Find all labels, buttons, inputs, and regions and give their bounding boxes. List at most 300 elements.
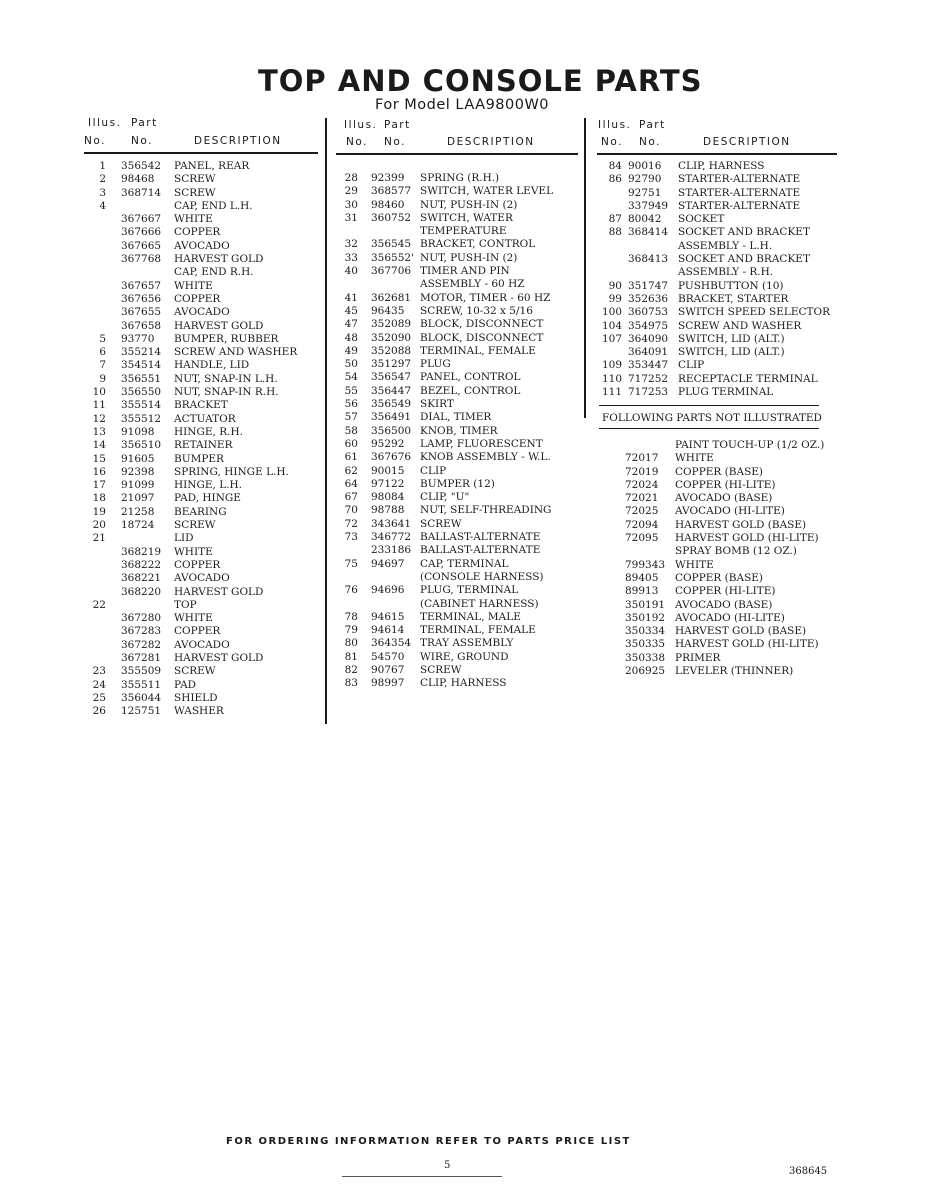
illus-number: 111 — [601, 386, 622, 399]
part-number: 350338 — [625, 651, 666, 664]
part-description: CAP, TERMINAL — [420, 557, 509, 570]
part-number: 90767 — [371, 663, 405, 676]
part-number: 80042 — [628, 213, 662, 226]
part-description: NUT, SNAP-IN R.H. — [174, 386, 279, 399]
part-number: 94697 — [371, 557, 405, 570]
part-description: TERMINAL, FEMALE — [420, 344, 536, 357]
part-description: (CABINET HARNESS) — [420, 597, 539, 610]
parts-row — [340, 199, 580, 212]
part-description: AVOCADO (BASE) — [675, 492, 773, 505]
col2-partno-header: No. — [384, 136, 406, 148]
illus-number: 61 — [344, 451, 358, 464]
part-description: HARVEST GOLD — [174, 319, 264, 332]
part-description: COPPER (BASE) — [675, 571, 764, 584]
part-number: 368220 — [121, 585, 162, 598]
part-description: NUT, PUSH-IN (2) — [420, 198, 518, 211]
part-description: TERMINAL, MALE — [420, 610, 521, 623]
part-description: SWITCH, WATER — [420, 211, 513, 224]
part-description: CAP, END L.H. — [174, 199, 253, 212]
part-description: BUMPER (12) — [420, 477, 495, 490]
parts-row — [600, 652, 840, 665]
part-description: COPPER — [174, 625, 221, 638]
parts-row — [340, 278, 580, 291]
part-description: COPPER (BASE) — [675, 465, 764, 478]
col2-header-rule — [336, 153, 578, 155]
parts-row — [340, 385, 580, 398]
parts-row — [340, 185, 580, 198]
part-description: AVOCADO (HI-LITE) — [675, 611, 785, 624]
parts-row — [88, 532, 318, 545]
part-description: ACTUATOR — [174, 412, 236, 425]
part-number: 96435 — [371, 304, 405, 317]
part-description: SCREW — [420, 663, 462, 676]
illus-number: 55 — [344, 384, 358, 397]
part-number: 368414 — [628, 226, 669, 239]
part-description: SOCKET AND BRACKET — [678, 253, 810, 266]
part-description: SHIELD — [174, 691, 218, 704]
part-number: 353447 — [628, 359, 669, 372]
part-number: 355514 — [121, 399, 162, 412]
part-description: BRACKET, CONTROL — [420, 238, 536, 251]
part-description: AVOCADO (BASE) — [675, 598, 773, 611]
part-description: PLUG, TERMINAL — [420, 584, 519, 597]
part-number: 18724 — [121, 519, 155, 532]
parts-row — [88, 665, 318, 678]
part-number: 356549 — [371, 398, 412, 411]
parts-row — [88, 492, 318, 505]
part-description: RETAINER — [174, 439, 233, 452]
parts-row — [600, 200, 840, 213]
col1-parts-list — [88, 160, 318, 718]
col3-partno-header: No. — [639, 136, 661, 148]
part-description: WHITE — [174, 545, 213, 558]
part-description: ASSEMBLY - L.H. — [678, 239, 773, 252]
parts-row — [88, 572, 318, 585]
illus-number: 48 — [344, 331, 358, 344]
part-number: 356491 — [371, 411, 412, 424]
parts-row — [340, 504, 580, 517]
part-description: AVOCADO — [174, 638, 230, 651]
parts-row — [88, 466, 318, 479]
part-number: 367658 — [121, 319, 162, 332]
part-number: 355512 — [121, 412, 162, 425]
parts-row — [600, 492, 840, 505]
parts-row — [88, 506, 318, 519]
part-number: 98460 — [371, 198, 405, 211]
part-number: 72019 — [625, 465, 659, 478]
part-number: 356545 — [371, 238, 412, 251]
parts-row — [340, 252, 580, 265]
col3-header-rule — [597, 153, 837, 155]
col3-parts-list — [600, 160, 840, 399]
parts-row — [88, 413, 318, 426]
part-number: 367676 — [371, 451, 412, 464]
illus-number: 25 — [92, 691, 106, 704]
parts-row — [88, 359, 318, 372]
illus-number: 84 — [608, 160, 622, 172]
part-description: PAD — [174, 678, 197, 691]
part-number: 356500 — [371, 424, 412, 437]
illus-number: 19 — [92, 505, 106, 518]
part-number: 91098 — [121, 425, 155, 438]
parts-row — [88, 399, 318, 412]
part-description: SWITCH, LID (ALT.) — [678, 346, 785, 359]
part-description: PAINT TOUCH-UP (1/2 OZ.) — [675, 439, 825, 451]
parts-row — [600, 266, 840, 279]
part-number: 98997 — [371, 677, 405, 690]
model-subtitle: For Model LAA9800W0 — [375, 97, 550, 113]
col2-no-header: No. — [346, 136, 368, 148]
part-description: SWITCH, WATER LEVEL — [420, 185, 554, 198]
parts-row — [88, 187, 318, 200]
part-description: AVOCADO — [174, 239, 230, 252]
parts-row — [88, 320, 318, 333]
parts-row — [88, 213, 318, 226]
part-description: CLIP, HARNESS — [678, 160, 765, 172]
part-number: 360752 — [371, 211, 412, 224]
part-description: PANEL, REAR — [174, 160, 250, 172]
illus-number: 33 — [344, 251, 358, 264]
part-description: BALLAST-ALTERNATE — [420, 531, 541, 544]
parts-row — [600, 572, 840, 585]
parts-row — [88, 679, 318, 692]
part-description: ASSEMBLY - R.H. — [678, 266, 774, 279]
parts-row — [88, 639, 318, 652]
part-description: SOCKET AND BRACKET — [678, 226, 810, 239]
part-number: 799343 — [625, 558, 666, 571]
illus-number: 57 — [344, 411, 358, 424]
parts-row — [600, 187, 840, 200]
part-number: 368222 — [121, 558, 162, 571]
part-description: SCREW — [174, 519, 216, 532]
part-number: 364354 — [371, 637, 412, 650]
illus-number: 64 — [344, 477, 358, 490]
part-number: 90015 — [371, 464, 405, 477]
part-number: 360753 — [628, 306, 669, 319]
illus-number: 15 — [92, 452, 106, 465]
column-divider-2 — [584, 118, 586, 418]
part-description: COPPER — [174, 558, 221, 571]
part-description: BUMPER, RUBBER — [174, 332, 279, 345]
part-number: 54570 — [371, 650, 405, 663]
parts-row — [600, 346, 840, 359]
illus-number: 47 — [344, 318, 358, 331]
illus-number: 62 — [344, 464, 358, 477]
parts-row — [600, 386, 840, 399]
col2-illus-header: Illus. — [344, 119, 378, 131]
parts-row — [340, 358, 580, 371]
part-number: 350191 — [625, 598, 666, 611]
illus-number: 70 — [344, 504, 358, 517]
illus-number: 79 — [344, 624, 358, 637]
part-number: 717252 — [628, 372, 669, 385]
part-description: TEMPERATURE — [420, 225, 507, 238]
parts-row — [88, 386, 318, 399]
part-description: BLOCK, DISCONNECT — [420, 318, 544, 331]
part-number: 368413 — [628, 253, 669, 266]
part-number: 356550 — [121, 386, 162, 399]
part-description: AVOCADO — [174, 572, 230, 585]
parts-row — [88, 559, 318, 572]
part-number: 352088 — [371, 344, 412, 357]
parts-row — [88, 160, 318, 173]
part-number: 367666 — [121, 226, 162, 239]
parts-row — [340, 558, 580, 571]
col2-parts-list — [340, 172, 580, 691]
illus-number: 110 — [601, 372, 622, 385]
illus-number: 72 — [344, 517, 358, 530]
part-description: HARVEST GOLD (BASE) — [675, 625, 807, 638]
illus-number: 26 — [92, 705, 106, 718]
parts-row — [600, 452, 840, 465]
parts-row — [340, 225, 580, 238]
part-description: BALLAST-ALTERNATE — [420, 544, 541, 557]
parts-row — [340, 611, 580, 624]
part-number: 98788 — [371, 504, 405, 517]
part-description: PRIMER — [675, 651, 721, 664]
ordering-footer: FOR ORDERING INFORMATION REFER TO PARTS PRICE LIST — [226, 1136, 631, 1147]
part-description: NUT, SELF-THREADING — [420, 504, 552, 517]
illus-number: 45 — [344, 304, 358, 317]
part-description: SCREW AND WASHER — [174, 346, 298, 359]
part-description: WHITE — [174, 279, 213, 292]
part-description: KNOB, TIMER — [420, 424, 498, 437]
part-description: SOCKET — [678, 213, 725, 226]
parts-row — [88, 652, 318, 665]
part-number: 352089 — [371, 318, 412, 331]
part-number: 92790 — [628, 173, 662, 186]
part-number: 367667 — [121, 213, 162, 226]
part-number: 367282 — [121, 638, 162, 651]
illus-number: 31 — [344, 211, 358, 224]
parts-row — [340, 332, 580, 345]
parts-row — [88, 519, 318, 532]
part-description: LID — [174, 532, 194, 545]
illus-number: 16 — [92, 465, 106, 478]
part-description: WASHER — [174, 705, 224, 718]
parts-row — [88, 173, 318, 186]
following-bottom-rule — [599, 428, 819, 429]
parts-row — [88, 586, 318, 599]
part-number: 367281 — [121, 651, 162, 664]
part-number: 98084 — [371, 491, 405, 504]
part-number: 233186 — [371, 544, 412, 557]
col1-no-header: No. — [84, 135, 106, 147]
part-description: AVOCADO (HI-LITE) — [675, 505, 785, 518]
column-divider-1 — [325, 118, 327, 724]
parts-row — [340, 465, 580, 478]
parts-row — [340, 624, 580, 637]
parts-row — [600, 638, 840, 651]
part-number: 356447 — [371, 384, 412, 397]
part-number: 356542 — [121, 160, 162, 172]
parts-row — [340, 451, 580, 464]
parts-row — [88, 625, 318, 638]
parts-row — [600, 519, 840, 532]
illus-number: 60 — [344, 437, 358, 450]
illus-number: 75 — [344, 557, 358, 570]
part-number: 355214 — [121, 346, 162, 359]
col2-part-header: Part — [384, 119, 411, 131]
illus-number: 100 — [601, 306, 622, 319]
part-number: 21097 — [121, 492, 155, 505]
illus-number: 11 — [92, 399, 106, 412]
illus-number: 30 — [344, 198, 358, 211]
part-description: HARVEST GOLD — [174, 651, 264, 664]
parts-row — [340, 664, 580, 677]
part-number: 367655 — [121, 306, 162, 319]
illus-number: 41 — [344, 291, 358, 304]
illus-number: 2 — [99, 173, 106, 186]
col1-part-header: Part — [131, 117, 158, 129]
part-number: 89405 — [625, 571, 659, 584]
part-description: DIAL, TIMER — [420, 411, 492, 424]
illus-number: 24 — [92, 678, 106, 691]
part-number: 92399 — [371, 172, 405, 184]
part-number: 72024 — [625, 478, 659, 491]
parts-row — [88, 546, 318, 559]
parts-row — [600, 160, 840, 173]
part-description: COPPER (HI-LITE) — [675, 585, 776, 598]
parts-row — [340, 651, 580, 664]
parts-row — [88, 280, 318, 293]
part-description: NUT, SNAP-IN L.H. — [174, 372, 278, 385]
parts-row — [600, 320, 840, 333]
illus-number: 12 — [92, 412, 106, 425]
parts-row — [600, 213, 840, 226]
part-number: 337949 — [628, 199, 669, 212]
parts-row — [340, 584, 580, 597]
part-description: CAP, END R.H. — [174, 266, 254, 279]
part-number: 94614 — [371, 624, 405, 637]
parts-row — [340, 544, 580, 557]
part-number: 98468 — [121, 173, 155, 186]
parts-row — [600, 479, 840, 492]
part-description: SWITCH, LID (ALT.) — [678, 332, 785, 345]
part-description: SPRAY BOMB (12 OZ.) — [675, 545, 797, 558]
part-number: 356510 — [121, 439, 162, 452]
parts-row — [600, 359, 840, 372]
illus-number: 87 — [608, 213, 622, 226]
part-number: 367280 — [121, 612, 162, 625]
col1-header-rule — [84, 152, 318, 154]
parts-row — [88, 479, 318, 492]
part-number: 352636 — [628, 292, 669, 305]
col1-illus-header: Illus. — [88, 117, 122, 129]
parts-row — [600, 532, 840, 545]
illus-number: 22 — [92, 598, 106, 611]
part-number: 367665 — [121, 239, 162, 252]
col1-description-header: DESCRIPTION — [194, 135, 282, 147]
part-number: 72094 — [625, 518, 659, 531]
part-description: COPPER — [174, 226, 221, 239]
illus-number: 32 — [344, 238, 358, 251]
parts-row — [88, 333, 318, 346]
part-number: 364091 — [628, 346, 669, 359]
following-top-rule — [599, 405, 819, 406]
parts-row — [88, 253, 318, 266]
parts-row — [600, 466, 840, 479]
parts-row — [340, 478, 580, 491]
parts-row — [340, 637, 580, 650]
col3-illus-header: Illus. — [598, 119, 632, 131]
parts-row — [600, 599, 840, 612]
parts-row — [88, 240, 318, 253]
parts-row — [88, 692, 318, 705]
parts-row — [600, 439, 840, 452]
part-description: TIMER AND PIN — [420, 265, 510, 278]
part-description: BRACKET, STARTER — [678, 292, 789, 305]
part-description: CLIP — [678, 359, 705, 372]
part-number: 368221 — [121, 572, 162, 585]
parts-row — [600, 240, 840, 253]
part-number: 367283 — [121, 625, 162, 638]
part-description: BLOCK, DISCONNECT — [420, 331, 544, 344]
part-number: 72021 — [625, 492, 659, 505]
parts-row — [340, 411, 580, 424]
parts-row — [340, 438, 580, 451]
parts-row — [88, 599, 318, 612]
parts-row — [340, 518, 580, 531]
parts-row — [600, 625, 840, 638]
illus-number: 3 — [99, 186, 106, 199]
part-description: WHITE — [675, 452, 714, 465]
part-number: 367657 — [121, 279, 162, 292]
part-number: 125751 — [121, 705, 162, 718]
illus-number: 6 — [99, 346, 106, 359]
illus-number: 9 — [99, 372, 106, 385]
parts-row — [340, 292, 580, 305]
part-number: 367656 — [121, 292, 162, 305]
part-description: PAD, HINGE — [174, 492, 241, 505]
part-description: WHITE — [174, 612, 213, 625]
illus-number: 78 — [344, 610, 358, 623]
part-description: ASSEMBLY - 60 HZ — [420, 278, 525, 291]
part-number: 355511 — [121, 678, 162, 691]
part-description: HARVEST GOLD (HI-LITE) — [675, 638, 819, 651]
illus-number: 99 — [608, 292, 622, 305]
part-description: CLIP, "U" — [420, 491, 470, 504]
part-number: 350192 — [625, 611, 666, 624]
part-description: BEARING — [174, 505, 227, 518]
parts-row — [600, 226, 840, 239]
illus-number: 56 — [344, 398, 358, 411]
parts-row — [600, 505, 840, 518]
part-number: 351297 — [371, 358, 412, 371]
part-description: PANEL, CONTROL — [420, 371, 521, 384]
part-description: PLUG — [420, 358, 451, 371]
illus-number: 10 — [92, 386, 106, 399]
parts-row — [88, 373, 318, 386]
parts-row — [340, 491, 580, 504]
page-number-rule — [342, 1176, 502, 1177]
part-description: LEVELER (THINNER) — [675, 665, 794, 678]
part-description: PLUG TERMINAL — [678, 386, 774, 399]
illus-number: 49 — [344, 344, 358, 357]
part-number: 354514 — [121, 359, 162, 372]
parts-row — [340, 265, 580, 278]
parts-row — [340, 345, 580, 358]
parts-row — [600, 293, 840, 306]
part-description: LAMP, FLUORESCENT — [420, 437, 543, 450]
part-description: SPRING, HINGE L.H. — [174, 465, 289, 478]
parts-row — [88, 346, 318, 359]
part-number: 72025 — [625, 505, 659, 518]
parts-row — [88, 705, 318, 718]
part-description: CLIP — [420, 464, 447, 477]
part-number: 91099 — [121, 479, 155, 492]
part-number: 21258 — [121, 505, 155, 518]
